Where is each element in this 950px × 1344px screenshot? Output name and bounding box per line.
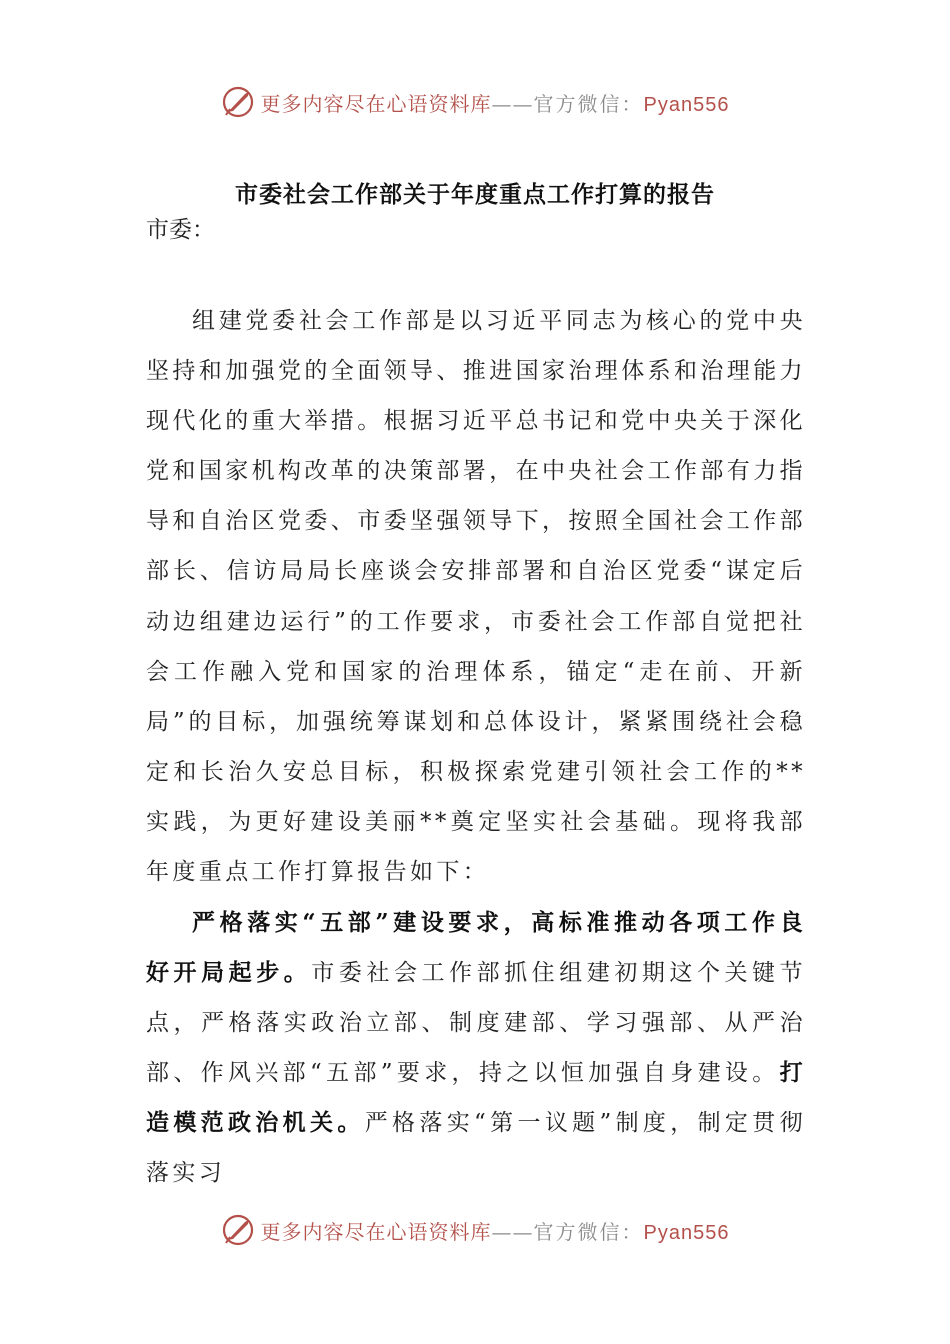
watermark-text [261, 88, 730, 117]
quill-logo-icon [221, 1213, 255, 1247]
watermark-separator: —— [491, 1219, 534, 1244]
watermark-footer [0, 1210, 950, 1250]
section-heading: 严格落实“五部”建设要求，高标准推动各项工作良好开局起步。 [146, 909, 806, 987]
watermark-slogan: 更多内容尽在心语资料库 [260, 91, 492, 116]
paragraph-section-1 [146, 898, 806, 1199]
watermark-slogan: 更多内容尽在心语资料库 [260, 1219, 492, 1244]
salutation: 市委： [146, 217, 215, 243]
watermark-text [261, 1216, 730, 1245]
watermark-header [0, 82, 950, 122]
subsection-heading: 打造模范政治机关。 [146, 1059, 806, 1137]
watermark-wechat-id: Pyan556 [643, 93, 730, 116]
watermark-wechat-label: 官方微信： [533, 91, 644, 116]
watermark-wechat-label: 官方微信： [533, 1219, 644, 1244]
watermark-separator: —— [491, 91, 534, 116]
section-text: 市委社会工作部抓住组建初期这个关键节点，严格落实政治立部、制度建部、学习强部、从严治部、作风兴部“五部”要求，持之以恒加强自身建设。 [146, 960, 807, 1087]
subsection-text: 严格落实“第一议题”制度，制定贯彻落实习 [146, 1110, 806, 1187]
quill-logo-icon [221, 85, 255, 119]
paragraph-intro: 组建党委社会工作部是以习近平同志为核心的党中央坚持和加强党的全面领导、推进国家治理体系和治理能力现代化的重大举措。根据习近平总书记和党中央关于深化党和国家机构改革的决策部署，在中央社会工作部有力指导和自治区党委、市委坚强领导下，按照全国社会工作部部长、信访局局长座谈会安排部署和自治区党委“谋定后动边组建边运行”的工作要求，市委社会工作部自觉把社会工作融入党和国家的治理体系，锚定“走在前、开新局”的目标，加强统筹谋划和总体设计，紧紧围绕社会稳定和长治久安总目标，积极探索党建引领社会工作的**实践，为更好建设美丽**奠定坚实社会基础。现将我部年度重点工作打算报告如下： [146, 308, 806, 886]
document-title: 市委社会工作部关于年度重点工作打算的报告 [235, 181, 715, 208]
watermark-wechat-id: Pyan556 [643, 1221, 730, 1244]
